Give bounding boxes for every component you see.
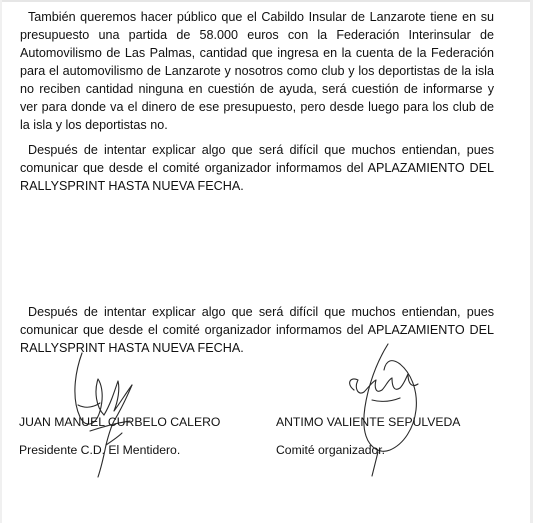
paragraph-budget-text: También queremos hacer público que el Cabildo Insular de Lanzarote tiene en su presupuesto una partida de 58.000 euros con la Federación Interinsular de Automovilismo de Las Palmas, cantidad que ingresa en la cuenta de la Federación para el automovilismo de Lanzarote y nosotros como club y los deportistas de la isla no reciben cantidad ninguna en cuestión de ayuda, será cuestión de informarse y ver para donde va el dinero de ese presupuesto, pero desde luego para los club de la isla y los deportistas no. [20,10,494,132]
signatory-name-left: JUAN MANUEL CURBELO CALERO [19,415,221,429]
scan-border-left [0,0,2,523]
signatory-role-left: Presidente C.D. El Mentidero. [19,443,181,457]
paragraph-postponement-repeat-text: Después de intentar explicar algo que será difícil que muchos entiendan, pues comunicar que desde el comité organizador informamos del APLAZAMIENTO DEL RALLYSPRINT HASTA NUEVA FECHA. [20,305,494,355]
paragraph-postponement [20,141,494,195]
signatory-role-right: Comité organizador. [276,443,386,457]
signatory-name-right: ANTIMO VALIENTE SEPULVEDA [276,415,461,429]
scan-border-top [0,0,533,2]
signature-right [328,340,438,480]
paragraph-budget [20,8,494,134]
paragraph-postponement-text: Después de intentar explicar algo que será difícil que muchos entiendan, pues comunicar que desde el comité organizador informamos del APLAZAMIENTO DEL RALLYSPRINT HASTA NUEVA FECHA. [20,143,494,193]
